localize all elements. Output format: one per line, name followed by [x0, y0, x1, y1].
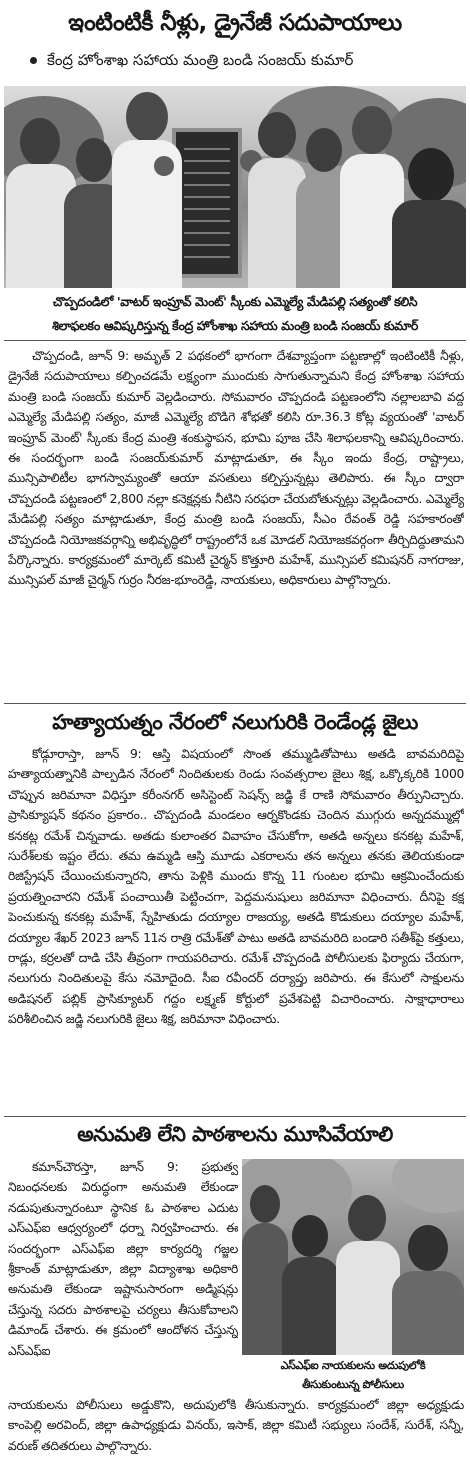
story1-body	[8, 346, 464, 702]
story3-caption-line2: తీసుకుంటున్న పోలీసులు	[302, 1378, 404, 1391]
story2-paragraph: కోడ్గూరాస్తా, జూన్ 9: ఆస్తి విషయంలో సొంత తమ్ముడితోపాటు అతడి బావమరిదిపై హత్యాయత్నానికి పాల్పడిన నేరంలో నిందితులకు రెండు సంవత్సరాల జైలు శిక్ష, ఒక్కొక్కరికి 1000 చొప్పున జరిమానా విధిస్తూ కరీంనగర్ అసిస్టెంట్ సెషన్స్ జడ్జి కే రాణి సోమవారం తీర్పునిచ్చారు. ప్రాసిక్యూషన్ కథనం ప్రకారం.. చొప్పదండి మండలం ఆర్నకొండకు చెందిన ముగ్గురు అన్నదమ్ముల్లో కనకట్ల రమేశ్ చిన్నవాడు. అతడు కులాంతర వివాహం చేసుకోగా, అతడి అన్నలు కనకట్ల మహేశ్, సురేశ్‌లకు ఇష్టం లేదు. తమ ఉమ్మడి ఆస్తి మూడు ఎకరాలను తన అన్నలు తనకు తెలియకుండా రిజిస్ట్రేషన్ చేయించుకున్నారని, తాను పెళ్లికి ముందు కొన్న 11 గుంటల భూమి ఆక్రమించేందుకు ప్రయత్నించారని రమేశ్ పంచాయితీ పెట్టించగా, పెద్దమనుషులు జరిమానా విధించారు. దీనిపై కక్ష పెంచుకున్న కనకట్ల మహేశ్, స్నేహితుడు దయ్యాల రాజయ్య, అతడి కొడుకులు దయ్యాల మహేశ్, దయ్యాల శేఖర్ 2023 జూన్ 11న రాత్రి రమేశ్‌తో పాటు అతడి బావమరిది బండారి సతీశ్‌పై కత్తులు, రాడ్లు, కర్రలతో దాడి చేసి తీవ్రంగా గాయపరిచారు. రమేశ్ చొప్పదండి పోలీసులకు ఫిర్యాదు చేయగా, నలుగురు నిందితులపై కేసు నమోదైంది. సీఐ రవీందర్ దర్యాప్తు జరిపారు. ఈ కేసులో సాక్షులను అడిషనల్ పబ్లిక్ ప్రాసిక్యూటర్ గద్దం లక్ష్మణ్ కోర్టులో ప్రవేశపెట్టి విచారించారు. సాక్షాధారాలు పరిశీలించిన జడ్జి నలుగురికి జైలు శిక్ష, జరిమానా విధించారు.	[8, 747, 464, 1027]
story3-paragraph-continued: నాయకులను పోలీసులు అడ్డుకొని, అదుపులోకి తీసుకున్నారు. కార్యక్రమంలో జిల్లా అధ్యక్షుడు కాంపెల్లి అరవింద్, జిల్లా ఉపాధ్యక్షుడు వినయ్, ఇసాక్, జిల్లా కమిటీ సభ్యులు సందేశ్, సురేశ్, సన్నీ, వరుణ్ తదితరులు పాల్గొన్నారు.	[8, 1398, 464, 1453]
divider	[4, 703, 466, 704]
story1-subheading	[30, 48, 466, 72]
bullet-icon	[30, 57, 37, 64]
story1-photo	[4, 86, 466, 288]
story1-photo-caption	[4, 290, 466, 338]
story3-headline: అనుమతి లేని పాఠశాలను మూసివేయాలి	[77, 1122, 393, 1146]
story1-caption-line1: చొప్పదండిలో 'వాటర్ ఇంప్రూవ్ మెంట్' స్కీంకు ఎమ్మెల్యే మేడిపల్లి సత్యంతో కలిసి	[52, 294, 418, 309]
story3-photo-caption	[242, 1356, 464, 1396]
divider	[4, 1116, 466, 1117]
story1-caption-line2: శిలాఫలకం ఆవిష్కరిస్తున్న కేంద్ర హోంశాఖ సహాయ మంత్రి బండి సంజయ్ కుమార్	[52, 318, 418, 333]
story3-paragraph: కమాన్‌చౌరస్తా, జూన్ 9: ప్రభుత్వ నిబంధనలకు విరుద్ధంగా అనుమతి లేకుండా నడుపుతున్నారంటూ స్థానిక ఓ పాఠశాల ఎదుట ఎస్ఎఫ్ఐ ఆధ్వర్యంలో ధర్నా నిర్వహించారు. ఈ సందర్భంగా ఎస్ఎఫ్ఐ జిల్లా కార్యదర్శి గజ్జల శ్రీకాంత్ మాట్లాడుతూ, జిల్లా విద్యాశాఖ అధికారి అనుమతి లేకుండా ఇష్టానుసారంగా అడ్మిషన్లు చేస్తున్న సదరు పాఠశాలపై చర్యలు తీసుకోవాలని డిమాండ్ చేశారు. ఈ క్రమంలో ఆందోళన చేస్తున్న ఎస్ఎఫ్ఐ	[8, 1160, 238, 1358]
story2-headline: హత్యాయత్నం నేరంలో నలుగురికి రెండేండ్ల జైలు	[52, 710, 418, 734]
story3-body-full	[8, 1395, 464, 1457]
story1-headline: ఇంటింటికీ నీళ్లు, డ్రైనేజీ సదుపాయాలు	[68, 10, 402, 36]
story2-body	[8, 744, 464, 1114]
story1-subheading-text: కేంద్ర హోంశాఖ సహాయ మంత్రి బండి సంజయ్ కుమార్	[47, 51, 354, 69]
story3-photo	[242, 1159, 464, 1355]
divider	[4, 340, 466, 341]
story3-body-column	[8, 1157, 238, 1395]
story1-paragraph: చొప్పదండి, జూన్ 9: అమృత్ 2 పథకంలో భాగంగా దేశవ్యాప్తంగా పట్టణాల్లో ఇంటింటికీ నీళ్లు, డ్రైనేజీ సదుపాయాలు కల్పించడమే లక్ష్యంగా ముందుకు సాగుతున్నామని కేంద్ర హోంశాఖ సహాయ మంత్రి బండి సంజయ్ కుమార్ వెల్లడించారు. సోమవారం చొప్పదండి పట్టణంలోని నల్లాలబావి వద్ద ఎమ్మెల్యే మేడిపల్లి సత్యం, మాజీ ఎమ్మెల్యే బొడిగె శోభతో కలిసి రూ.36.3 కోట్ల వ్యయంతో 'వాటర్ ఇంప్రూవ్ మెంట్' స్కీంకు కేంద్ర మంత్రి శంకుస్థాపన, భూమి పూజ చేసి శిలాఫలకాన్ని ఆవిష్కరించారు. ఈ సందర్భంగా బండి సంజయ్‌కుమార్ మాట్లాడుతూ, ఈ స్కీం ఇందు కేంద్ర, రాష్ట్రాలు, మున్సిపాలిటీల భాగస్వామ్యంతో ఆయా వసతులు కల్పిస్తున్నట్లు తెలిపారు. ఈ స్కీం ద్వారా చొప్పదండి పట్టణంలో 2,800 నల్లా కనెక్షన్లకు నీటిని సరఫరా చేయబోతున్నట్లు వెల్లడించారు. ఎమ్మెల్యే మేడిపల్లి సత్యం మాట్లాడుతూ, కేంద్ర మంత్రి బండి సంజయ్, సీఎం రేవంత్ రెడ్డి సహకారంతో చొప్పదండి నియోజకవర్గాన్ని అభివృద్ధిలో రాష్ట్రంలోనే ఒక మోడల్ నియోజకవర్గంగా తీర్చిదిద్దుతామని పేర్కొన్నారు. కార్యక్రమంలో మార్కెట్ కమిటీ చైర్మన్ కొత్తూరి మహేశ్, మున్సిపల్ కమిషనర్ నాగరాజు, మున్సిపల్ మాజీ చైర్మన్ గుర్రం నీరజ-భూంరెడ్డి, నాయకులు, అధికారులు పాల్గొన్నారు.	[8, 349, 464, 588]
foundation-plaque	[172, 128, 242, 278]
story3-caption-line1: ఎస్ఎఫ్ఐ నాయకులను అదుపులోకి	[280, 1359, 426, 1372]
